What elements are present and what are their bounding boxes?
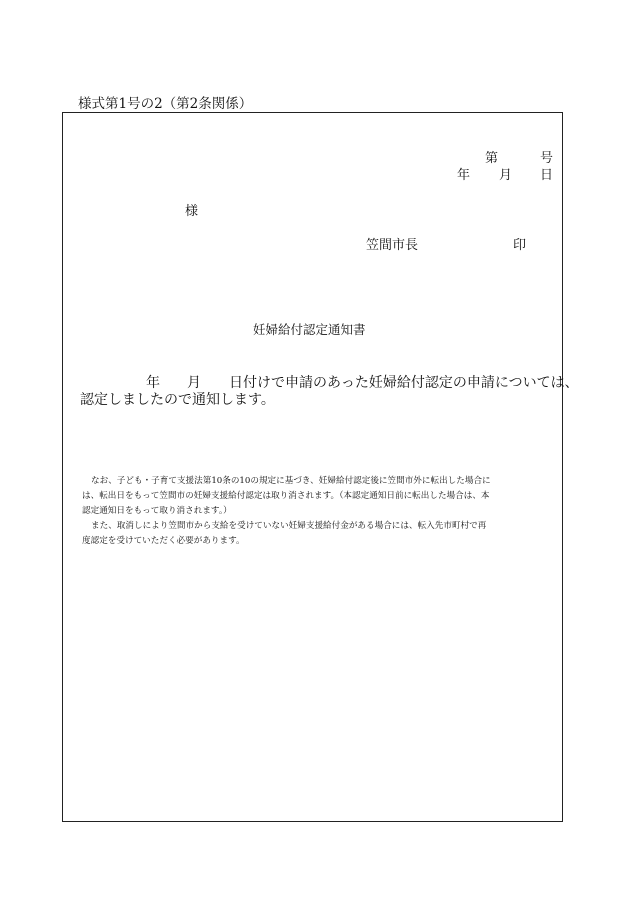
number-go: 号 xyxy=(540,151,554,166)
date-day: 日 xyxy=(540,168,554,183)
number-dai: 第 xyxy=(485,151,499,166)
date-month: 月 xyxy=(499,168,513,183)
document-frame xyxy=(62,112,563,822)
body-line2-text: 認定しましたので通知します。 xyxy=(80,392,275,408)
note-line: は、転出日をもって笠間市の妊婦支援給付認定は取り消されます。（本認定通知日前に転出した場合は、本 xyxy=(82,491,490,501)
seal-mark: 印 xyxy=(513,238,527,253)
body-year: 年 xyxy=(146,375,160,391)
note-line: 認定通知日をもって取り消されます。） xyxy=(82,506,232,516)
note-line: なお、子ども・子育て支援法第10条の10の規定に基づき、妊婦給付認定後に笠間市外に転出した場合に xyxy=(91,476,491,486)
date-year: 年 xyxy=(457,168,471,183)
form-number-label: 様式第1号の2（第2条関係） xyxy=(78,96,253,112)
notes-section xyxy=(82,474,552,549)
body-month: 月 xyxy=(187,375,201,391)
document-title: 妊婦給付認定通知書 xyxy=(253,322,366,337)
note-line: また、取消しにより笠間市から支給を受けていない妊婦支援給付金がある場合には、転入先市町村で再 xyxy=(91,521,487,531)
note-line: 度認定を受けていただく必要があります。 xyxy=(82,536,245,546)
addressee-suffix: 様 xyxy=(185,204,199,219)
issuer-name: 笠間市長 xyxy=(366,238,419,253)
body-line1-text: 日付けで申請のあった妊婦給付認定の申請については、 xyxy=(229,375,579,391)
